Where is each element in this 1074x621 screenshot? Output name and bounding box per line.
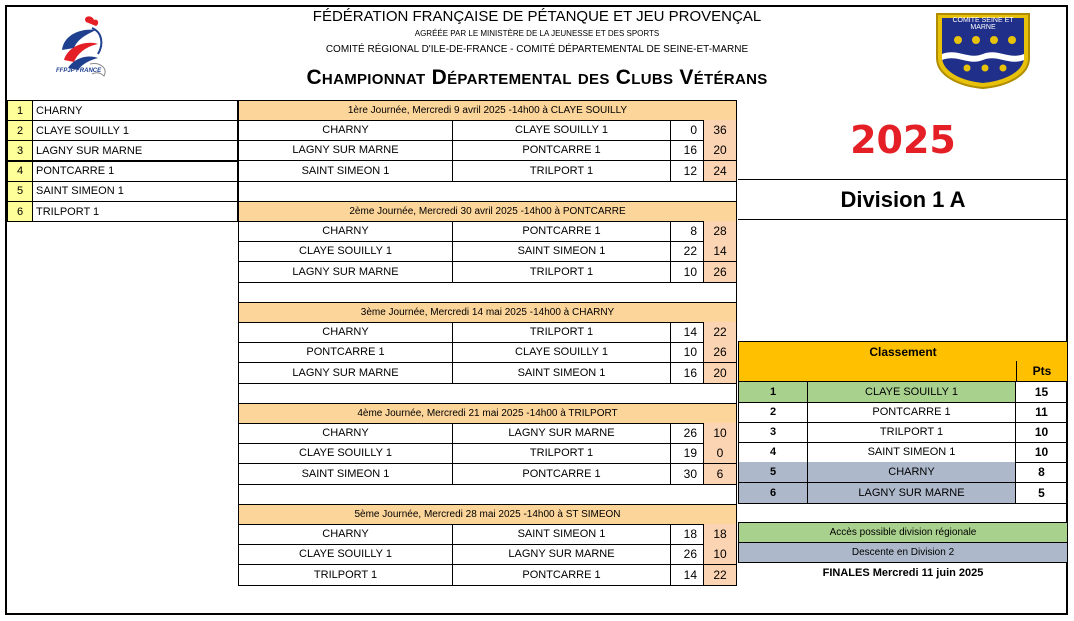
match-away-score: 26	[704, 342, 737, 363]
legend-promotion: Accès possible division régionale	[738, 522, 1068, 543]
left-logo-text: FFPJP FRANCE	[56, 68, 102, 74]
match-home-team: CHARNY	[238, 221, 453, 242]
match-away-team: TRILPORT 1	[453, 161, 671, 182]
match-home-score: 26	[671, 544, 704, 565]
committees-line: COMITÉ RÉGIONAL D'ILE-DE-FRANCE - COMITÉ DÉPARTEMENTAL DE SEINE-ET-MARNE	[325, 44, 749, 55]
comite-logo	[934, 12, 1032, 90]
match-home-score: 0	[671, 120, 704, 141]
match-away-score: 18	[704, 524, 737, 545]
ranking-points: 5	[1016, 483, 1068, 504]
match-home-team: LAGNY SUR MARNE	[238, 140, 453, 161]
match-away-score: 20	[704, 363, 737, 384]
round-header: 1ère Journée, Mercredi 9 avril 2025 -14h00 à CLAYE SOUILLY	[238, 100, 737, 121]
match-home-team: CHARNY	[238, 120, 453, 141]
ranking-points: 8	[1016, 462, 1068, 483]
match-away-score: 0	[704, 443, 737, 464]
ranking-points: 15	[1016, 382, 1068, 403]
finals-date: FINALES Mercredi 11 juin 2025	[822, 567, 984, 579]
match-home-score: 14	[671, 322, 704, 343]
match-home-score: 10	[671, 262, 704, 283]
team-name: SAINT SIMEON 1	[33, 181, 238, 202]
round-spacer	[238, 181, 737, 202]
round-header: 2ème Journée, Mercredi 30 avril 2025 -14h00 à PONTCARRE	[238, 201, 737, 222]
team-number: 1	[7, 100, 33, 121]
match-home-team: CHARNY	[238, 322, 453, 343]
match-away-score: 26	[704, 262, 737, 283]
ranking-position: 2	[738, 402, 808, 423]
match-away-score: 10	[704, 423, 737, 444]
ranking-points: 10	[1016, 442, 1068, 463]
match-away-team: LAGNY SUR MARNE	[453, 544, 671, 565]
match-away-score: 28	[704, 221, 737, 242]
match-away-team: TRILPORT 1	[453, 443, 671, 464]
ranking-points: 11	[1016, 402, 1068, 423]
match-away-team: LAGNY SUR MARNE	[453, 423, 671, 444]
match-home-score: 16	[671, 140, 704, 161]
ranking-position: 1	[738, 382, 808, 403]
ranking-team: CHARNY	[808, 462, 1016, 483]
match-home-score: 22	[671, 241, 704, 262]
match-home-team: CLAYE SOUILLY 1	[238, 443, 453, 464]
match-home-score: 19	[671, 443, 704, 464]
round-header: 5ème Journée, Mercredi 28 mai 2025 -14h00 à ST SIMEON	[238, 504, 737, 525]
team-name: PONTCARRE 1	[33, 161, 238, 182]
match-away-team: SAINT SIMEON 1	[453, 363, 671, 384]
match-home-team: SAINT SIMEON 1	[238, 161, 453, 182]
legend-relegation: Descente en Division 2	[738, 543, 1068, 563]
match-home-team: CHARNY	[238, 524, 453, 545]
ranking-team: PONTCARRE 1	[808, 402, 1016, 423]
team-name: TRILPORT 1	[33, 201, 238, 222]
match-away-team: SAINT SIMEON 1	[453, 524, 671, 545]
match-away-team: SAINT SIMEON 1	[453, 241, 671, 262]
match-away-team: TRILPORT 1	[453, 262, 671, 283]
ranking-header-blank	[738, 361, 1016, 382]
match-home-team: CLAYE SOUILLY 1	[238, 544, 453, 565]
division-label: Division 1 A	[738, 180, 1068, 220]
match-away-team: CLAYE SOUILLY 1	[453, 120, 671, 141]
match-home-score: 10	[671, 342, 704, 363]
team-name: LAGNY SUR MARNE	[33, 140, 238, 161]
round-spacer	[238, 383, 737, 404]
match-away-team: TRILPORT 1	[453, 322, 671, 343]
round-header: 4ème Journée, Mercredi 21 mai 2025 -14h00 à TRILPORT	[238, 403, 737, 424]
ranking-team: TRILPORT 1	[808, 422, 1016, 443]
match-home-team: LAGNY SUR MARNE	[238, 363, 453, 384]
round-spacer	[238, 282, 737, 303]
ranking-position: 4	[738, 442, 808, 463]
team-name: CLAYE SOUILLY 1	[33, 120, 238, 141]
match-away-score: 10	[704, 544, 737, 565]
season-year: 2025	[738, 100, 1068, 180]
round-spacer	[238, 484, 737, 505]
match-away-team: PONTCARRE 1	[453, 565, 671, 586]
match-home-score: 26	[671, 423, 704, 444]
match-home-score: 16	[671, 363, 704, 384]
ranking-pts-header: Pts	[1016, 361, 1068, 382]
team-number: 5	[7, 181, 33, 202]
match-home-team: LAGNY SUR MARNE	[238, 262, 453, 283]
ranking-team: SAINT SIMEON 1	[808, 442, 1016, 463]
ranking-position: 3	[738, 422, 808, 443]
ranking-points: 10	[1016, 422, 1068, 443]
match-home-team: CHARNY	[238, 423, 453, 444]
federation-title: FÉDÉRATION FRANÇAISE DE PÉTANQUE ET JEU PROVENÇAL	[312, 8, 762, 25]
match-away-team: PONTCARRE 1	[453, 464, 671, 485]
match-away-score: 24	[704, 161, 737, 182]
match-away-score: 22	[704, 322, 737, 343]
match-home-team: PONTCARRE 1	[238, 342, 453, 363]
match-home-score: 18	[671, 524, 704, 545]
team-number: 3	[7, 140, 33, 161]
team-name: CHARNY	[33, 100, 238, 121]
right-logo-bottom-text: FFPJP	[973, 78, 993, 84]
match-away-team: PONTCARRE 1	[453, 140, 671, 161]
match-home-score: 12	[671, 161, 704, 182]
match-away-team: PONTCARRE 1	[453, 221, 671, 242]
team-number: 4	[7, 161, 33, 182]
match-home-team: SAINT SIMEON 1	[238, 464, 453, 485]
match-home-score: 30	[671, 464, 704, 485]
match-home-team: TRILPORT 1	[238, 565, 453, 586]
agreement-line: AGRÉÉE PAR LE MINISTÈRE DE LA JEUNESSE ET DES SPORTS	[414, 29, 660, 38]
team-number: 6	[7, 201, 33, 222]
ffpjp-logo	[52, 14, 120, 84]
ranking-title: Classement	[738, 341, 1068, 362]
match-away-team: CLAYE SOUILLY 1	[453, 342, 671, 363]
match-away-score: 14	[704, 241, 737, 262]
match-home-team: CLAYE SOUILLY 1	[238, 241, 453, 262]
match-home-score: 14	[671, 565, 704, 586]
match-away-score: 6	[704, 464, 737, 485]
match-away-score: 22	[704, 565, 737, 586]
team-number: 2	[7, 120, 33, 141]
ranking-team: CLAYE SOUILLY 1	[808, 382, 1016, 403]
round-header: 3ème Journée, Mercredi 14 mai 2025 -14h00 à CHARNY	[238, 302, 737, 323]
ranking-position: 5	[738, 462, 808, 483]
match-away-score: 20	[704, 140, 737, 161]
championship-title: Championnat Départemental des Clubs Vétérans	[306, 66, 768, 89]
ranking-team: LAGNY SUR MARNE	[808, 483, 1016, 504]
right-logo-top-text: COMITE SEINE ET MARNE	[952, 17, 1014, 31]
ranking-position: 6	[738, 483, 808, 504]
match-away-score: 36	[704, 120, 737, 141]
match-home-score: 8	[671, 221, 704, 242]
